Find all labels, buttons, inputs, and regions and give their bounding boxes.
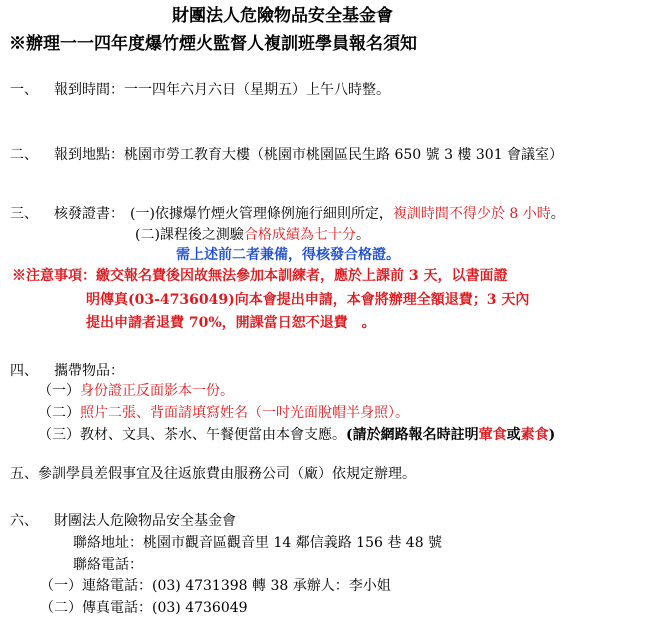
item6-fax-number: （二） <box>40 600 82 616</box>
notice-title: ※辦理一一四年度爆竹煙火監督人複訓班學員報名須知 <box>9 34 417 54</box>
caution-line1: ※注意事項：繳交報名費後因故無法參加本訓練者，應於上課前 3 天，以書面證 <box>12 268 508 284</box>
item4-sub3-vegetarian: 素食 <box>520 427 549 443</box>
item4-label: 攜帶物品： <box>54 363 124 379</box>
item3-line1 <box>130 207 565 221</box>
item6-tel <box>40 579 391 593</box>
item1-number: 一、 <box>10 82 38 98</box>
item4-sub2 <box>38 406 409 420</box>
item3-line1-highlight: 複訓時間不得少於 8 小時 <box>392 206 551 222</box>
item4-sub2-text: 照片二張、背面請填寫姓名（一吋光面脫帽半身照）。 <box>80 405 409 421</box>
item6-phone-label: 聯絡電話： <box>73 557 143 573</box>
item3-line2 <box>135 228 370 242</box>
item4-sub3-number: （三） <box>38 427 80 443</box>
item4-sub1-number: （一） <box>38 383 80 399</box>
item6-tel-text: 連絡電話：(03) 4731398 轉 38 承辦人：李小姐 <box>82 578 391 594</box>
item3-line2-text: (二)課程後之測驗 <box>135 227 244 243</box>
item4-sub3 <box>38 428 555 442</box>
item3-line1-text: (一)依據爆竹煙火管理條例施行細則所定， <box>130 206 393 222</box>
item3-line1-end: 。 <box>550 206 565 222</box>
item2-number: 二、 <box>10 147 38 163</box>
item6-fax-text: 傳真電話：(03) 4736049 <box>82 600 248 616</box>
item6-number: 六、 <box>10 513 38 529</box>
item4-sub2-number: （二） <box>38 405 80 421</box>
item4-sub3-text: 教材、文具、茶水、午餐便當由本會支應。 <box>80 427 346 443</box>
item6-tel-number: （一） <box>40 578 82 594</box>
item3-line2-highlight: 合格成績為七十分 <box>243 227 356 243</box>
item4-sub3-note-close: ) <box>548 427 556 443</box>
item4-sub3-note <box>346 427 555 443</box>
item3-line2-end: 。 <box>355 227 370 243</box>
item6-fax <box>40 601 248 615</box>
item4-sub3-note-text: (請於網路報名時註明 <box>346 427 479 443</box>
item5-number: 五、 <box>10 466 38 482</box>
item1-text: 報到時間：一一四年六月六日（星期五）上午八時整。 <box>54 82 390 98</box>
caution-line2: 明傳真(03-4736049)向本會提出申請，本會將辦理全額退費；3 天內 <box>86 292 530 308</box>
item4-sub3-or: 或 <box>506 427 521 443</box>
item6-address: 聯絡地址：桃園市觀音區觀音里 14 鄰信義路 156 巷 48 號 <box>73 535 443 551</box>
org-title: 財團法人危險物品安全基金會 <box>172 6 393 26</box>
item3-line3: 需上述前二者兼備，得核發合格證。 <box>176 247 400 263</box>
item2-text: 報到地點：桃園市勞工教育大樓（桃園市桃園區民生路 650 號 3 樓 301 會議室） <box>54 147 564 163</box>
item3-label: 核發證書： <box>54 206 124 222</box>
item4-number: 四、 <box>10 363 38 379</box>
item4-sub1-text: 身份證正反面影本一份。 <box>80 383 234 399</box>
item4-sub1 <box>38 384 234 398</box>
caution-line3: 提出申請者退費 70%，開課當日恕不退費 。 <box>86 315 376 331</box>
item4-sub3-meat: 葷食 <box>478 427 507 443</box>
item5-text: 參訓學員差假事宜及往返旅費由服務公司（廠）依規定辦理。 <box>38 466 416 482</box>
item3-number: 三、 <box>10 206 38 222</box>
item6-org: 財團法人危險物品安全基金會 <box>54 513 236 529</box>
